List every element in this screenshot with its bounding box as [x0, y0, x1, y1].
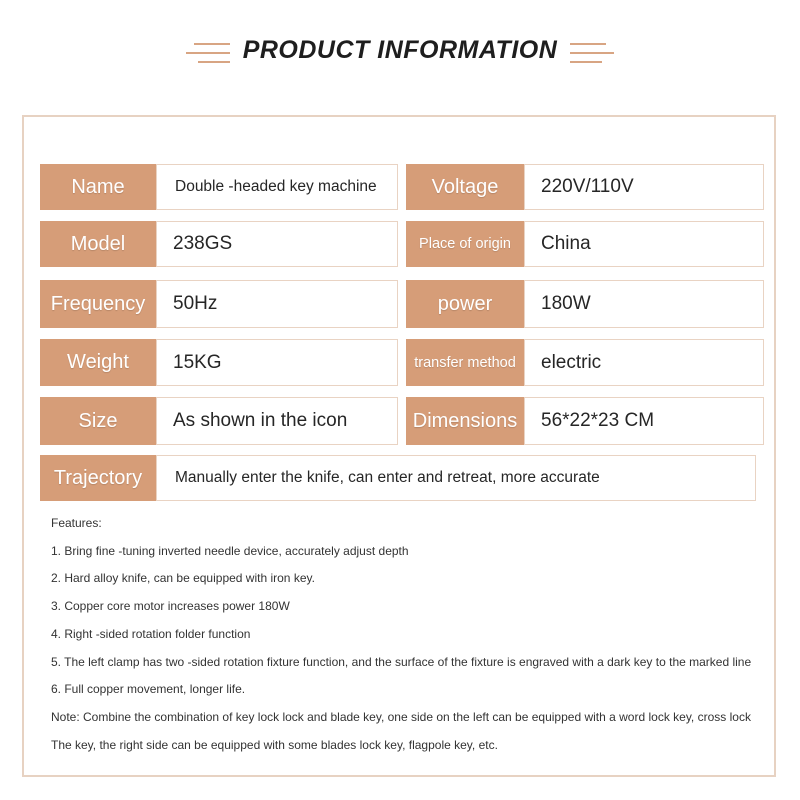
- note-line-2: The key, the right side can be equipped with some blades lock key, flagpole key, etc.: [51, 738, 498, 752]
- feature-item: 6. Full copper movement, longer life.: [51, 682, 246, 696]
- spec-value-trajectory: Manually enter the knife, can enter and retreat, more accurate: [156, 455, 756, 501]
- spec-value-voltage: 220V/110V: [524, 164, 764, 210]
- page-header: [0, 32, 800, 72]
- spec-value-weight: 15KG: [156, 339, 398, 386]
- feature-item: 2. Hard alloy knife, can be equipped with iron key.: [51, 571, 315, 585]
- spec-label-trajectory: Trajectory: [40, 455, 156, 501]
- spec-value-frequency: 50Hz: [156, 280, 398, 328]
- note-line-1: Note: Combine the combination of key lock lock and blade key, one side on the left can be equipped with a word lock key, cross lock: [51, 710, 751, 724]
- spec-value-size: As shown in the icon: [156, 397, 398, 445]
- feature-item: 5. The left clamp has two -sided rotation fixture function, and the surface of the fixture is engraved with a dark key to the marked line: [51, 655, 752, 669]
- spec-value-power: 180W: [524, 280, 764, 328]
- spec-label-dimensions: Dimensions: [406, 397, 524, 445]
- features-heading: Features:: [51, 516, 102, 530]
- spec-label-size: Size: [40, 397, 156, 445]
- spec-label-voltage: Voltage: [406, 164, 524, 210]
- spec-value-transfer-method: electric: [524, 339, 764, 386]
- product-info-panel: [22, 115, 776, 777]
- spec-value-place-of-origin: China: [524, 221, 764, 267]
- spec-label-transfer-method: transfer method: [406, 339, 524, 386]
- feature-item: 4. Right -sided rotation folder function: [51, 627, 251, 641]
- feature-item: 3. Copper core motor increases power 180W: [51, 599, 290, 613]
- feature-item: 1. Bring fine -tuning inverted needle device, accurately adjust depth: [51, 544, 409, 558]
- spec-label-place-of-origin: Place of origin: [406, 221, 524, 267]
- page-title: PRODUCT INFORMATION: [242, 36, 558, 64]
- spec-label-name: Name: [40, 164, 156, 210]
- spec-value-name: Double -headed key machine: [156, 164, 398, 210]
- spec-label-weight: Weight: [40, 339, 156, 386]
- spec-label-frequency: Frequency: [40, 280, 156, 328]
- spec-label-model: Model: [40, 221, 156, 267]
- spec-value-dimensions: 56*22*23 CM: [524, 397, 764, 445]
- spec-value-model: 238GS: [156, 221, 398, 267]
- spec-label-power: power: [406, 280, 524, 328]
- decorative-lines-right: [570, 41, 614, 65]
